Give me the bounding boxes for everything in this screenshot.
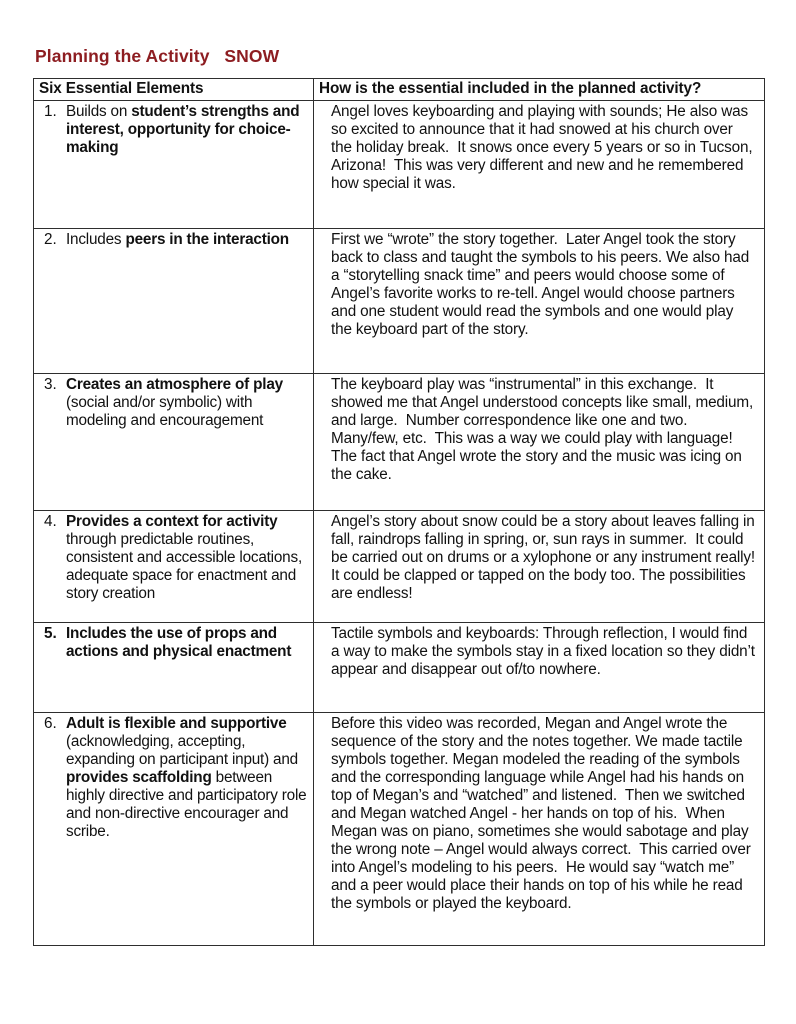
how-cell xyxy=(314,623,765,713)
row-number: 1. xyxy=(44,103,57,120)
how-cell xyxy=(314,101,765,229)
table-row xyxy=(34,511,765,623)
elements-table xyxy=(33,78,765,946)
element-cell xyxy=(34,229,314,374)
table-row xyxy=(34,623,765,713)
how-text: Tactile symbols and keyboards: Through reflection, I would find a way to make the symbols stay in a fixed location so they didn’t appear and disappear out of/to nowhere. xyxy=(331,625,759,678)
element-cell xyxy=(34,511,314,623)
element-cell xyxy=(34,101,314,229)
table-row xyxy=(34,374,765,511)
row-number: 3. xyxy=(44,376,57,393)
table-row xyxy=(34,101,765,229)
element-text: Includes peers in the interaction xyxy=(66,231,289,248)
how-text: First we “wrote” the story together. Later Angel took the story back to class and taught the symbols to his peers. We also had a “storytelling snack time” and peers would choose some of Angel’s favorite works to re-tell. Angel would choose partners and one student would read the symbols and one would play the keyboard part of the story. xyxy=(331,231,754,338)
how-cell xyxy=(314,511,765,623)
column-header-how: How is the essential included in the planned activity? xyxy=(314,79,765,101)
table-body xyxy=(34,101,765,946)
row-number: 6. xyxy=(44,715,57,732)
row-number: 2. xyxy=(44,231,57,248)
table-row xyxy=(34,229,765,374)
element-text: Builds on student’s strengths and interest, opportunity for choice-making xyxy=(66,103,304,156)
how-text: Angel loves keyboarding and playing with sounds; He also was so excited to announce that it had snowed at his church over the holiday break. It snows once every 5 years or so in Tucson, Arizona! This was very different and new and he remembered how special it was. xyxy=(331,103,756,192)
document-title: Planning the Activity SNOW xyxy=(35,46,280,66)
how-cell xyxy=(314,713,765,946)
row-number: 4. xyxy=(44,513,57,530)
element-text: Provides a context for activity through predictable routines, consistent and accessible locations, adequate space for enactment and story creation xyxy=(66,513,307,602)
how-text: Before this video was recorded, Megan and Angel wrote the sequence of the story and the notes together. We made tactile symbols together. Megan modeled the reading of the symbols and the corresponding language while Angel had his hands on top of Megan’s and “watched” and listened. Then we switched and Megan watched Angel - her hands on top of his. When Megan was on piano, sometimes she would sabotage and play the wrong note – Angel would always correct. This carried over into Angel’s modeling to his peers. He would say “watch me” and a peer would place their hands on top of his while he read the symbols or played the keyboard. xyxy=(331,715,755,912)
row-number: 5. xyxy=(44,625,57,642)
element-text: Includes the use of props and actions and physical enactment xyxy=(66,625,292,660)
how-cell xyxy=(314,229,765,374)
header-row xyxy=(34,79,765,101)
column-header-elements: Six Essential Elements xyxy=(34,79,314,101)
element-cell xyxy=(34,374,314,511)
how-cell xyxy=(314,374,765,511)
table-header xyxy=(34,79,765,101)
element-cell xyxy=(34,713,314,946)
element-text: Adult is flexible and supportive (acknowledging, accepting, expanding on participant input) and provides scaffolding between highly directive and participatory role and non-directive encourager and scribe. xyxy=(66,715,311,840)
element-text: Creates an atmosphere of play (social and/or symbolic) with modeling and encouragement xyxy=(66,376,287,429)
table-row xyxy=(34,713,765,946)
how-text: The keyboard play was “instrumental” in this exchange. It showed me that Angel understood concepts like small, medium, and large. Number correspondence like one and two. Many/few, etc. This was a way we could play with language! The fact that Angel wrote the story and the music was icing on the cake. xyxy=(331,376,758,483)
how-text: Angel’s story about snow could be a story about leaves falling in fall, raindrops falling in spring, or, sun rays in summer. It could be carried out on drums or a xylophone or any instrument really! It could be clapped or tapped on the body too. The possibilities are endless! xyxy=(331,513,764,602)
element-cell xyxy=(34,623,314,713)
